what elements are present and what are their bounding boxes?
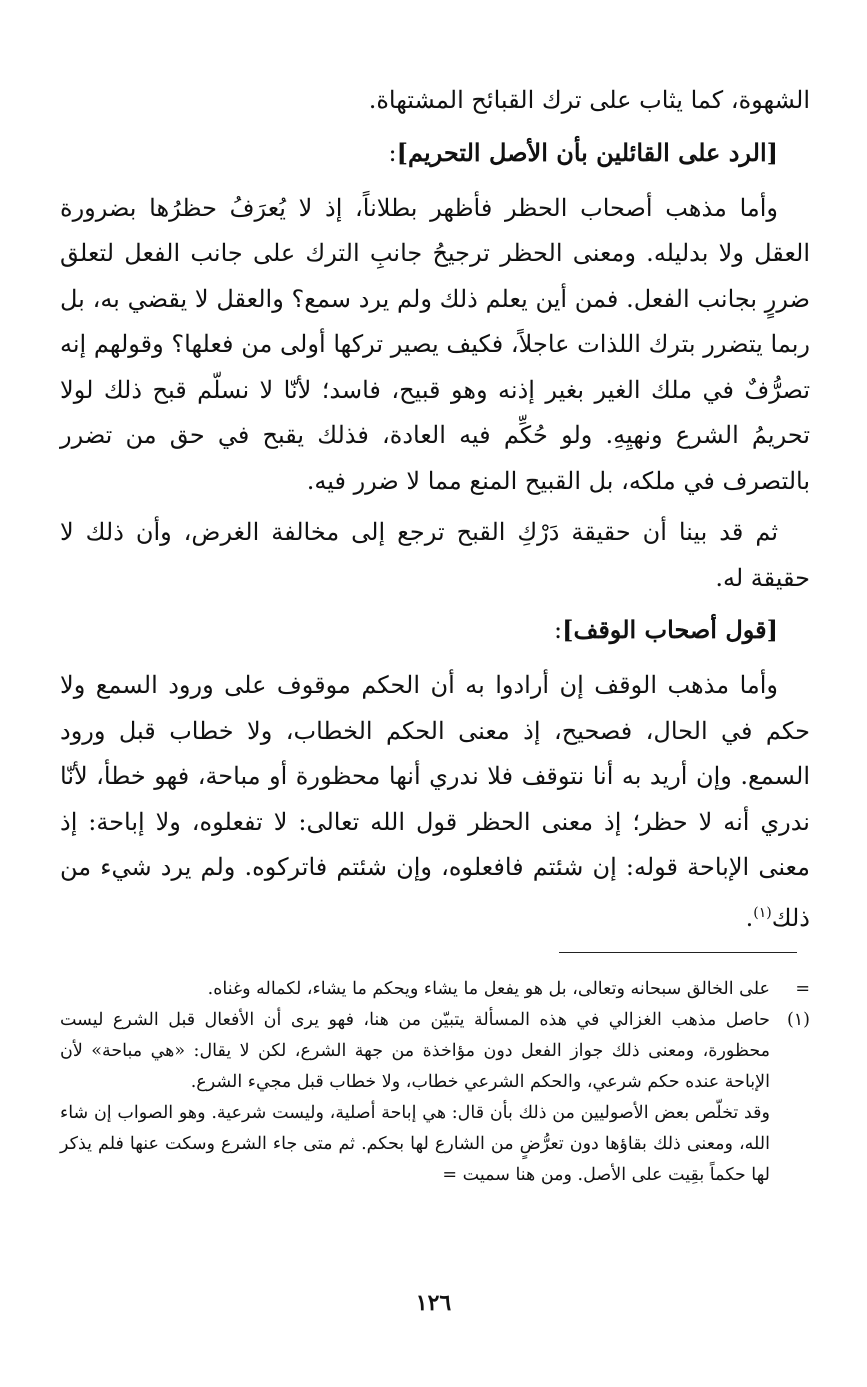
footnote-1-continued: وقد تخلّص بعض الأصوليين من ذلك بأن قال: هي إباحة أصلية، وليست شرعية. وهو الصواب إن شاء الله، ومعنى ذلك بقاؤها دون تعرُّضٍ من الشارع لها بحكم. ثم متى جاء الشرع وسكت عنها فلم يذكر لها حكماً بقِيت على الأصل. ومن هنا سميت = xyxy=(60,1103,770,1185)
paragraph-ugliness: ثم قد بينا أن حقيقة دَرْكِ القبح ترجع إلى مخالفة الغرض، وأن ذلك لا حقيقة له. xyxy=(60,518,810,592)
heading-text: [الرد على القائلين بأن الأصل التحريم] xyxy=(396,137,778,167)
section-heading-prohibition xyxy=(60,130,810,176)
footnote-text: على الخالق سبحانه وتعالى، بل هو يفعل ما يشاء ويحكم ما يشاء، لكماله وغناه. xyxy=(207,979,770,999)
footnote-continuation-mark: = xyxy=(795,979,810,999)
paragraph-prohibition: وأما مذهب أصحاب الحظر فأظهر بطلاناً، إذ لا يُعرَفُ حظرُها بضرورة العقل ولا بدليله. ومعنى الحظر ترجيحُ جانبِ الترك على جانب الفعل لتعلق ضررٍ بجانب الفعل. فمن أين يعلم ذلك ولم يرد سمع؟ والعقل لا يقضي به، بل ربما يتضرر بترك اللذات عاجلاً، فكيف يصير تركها أولى من فعلها؟ وقولهم إنه تصرُّفٌ في ملك الغير بغير إذنه وهو قبيح، فاسد؛ لأنّا لا نسلّم قبح ذلك لولا تحريمُ الشرع ونهيِهِ. ولو حُكِّم فيه العادة، فذلك يقبح في حق من تضرر بالتصرف في ملكه، بل القبيح المنع مما لا ضرر فيه. xyxy=(60,193,810,495)
footnotes xyxy=(60,974,810,1191)
paragraph-text: وأما مذهب الوقف إن أرادوا به أن الحكم موقوف على ورود السمع ولا حكم في الحال، فصحيح، إذ معنى الحكم الخطاب، ولا خطاب قبل ورود السمع. وإن أريد به أنا نتوقف فلا ندري أنها محظورة أو مباحة، فهو خطأ، لأنّا ندري أنه لا حظر؛ إذ معنى الحظر قول الله تعالى: لا تفعلوه، ولا إباحة: إذ معنى الإباحة قوله: إن شئتم فافعلوه، وإن شئتم فاتركوه. ولم يرد شيء من ذلك xyxy=(60,671,811,932)
page-number: ١٢٦ xyxy=(415,1290,452,1316)
paragraph-end: . xyxy=(745,903,754,932)
main-text xyxy=(60,78,810,941)
footnote-ref: (١) xyxy=(753,904,772,921)
heading-colon: : xyxy=(388,138,397,167)
footnote-text: حاصل مذهب الغزالي في هذه المسألة يتبيّن من هنا، فهو يرى أن الأفعال قبل الشرع ليست محظورة، ومعنى ذلك جواز الفعل دون مؤاخذة من جهة الشرع، لكن لا يقال: «هي مباحة» لأن الإباحة عنده حكم شرعي، والحكم الشرعي خطاب، ولا خطاب قبل مجيء الشرع. xyxy=(60,1010,770,1092)
section-heading-suspension xyxy=(60,607,810,653)
paragraph-suspension xyxy=(60,663,810,941)
footnote-number: (١) xyxy=(786,1010,810,1030)
heading-text: [قول أصحاب الوقف] xyxy=(562,615,778,644)
paragraph-continuation: الشهوة، كما يثاب على ترك القبائح المشتهاة. xyxy=(368,86,810,114)
footnote-separator xyxy=(559,952,797,953)
footnote-1 xyxy=(60,1005,810,1098)
heading-colon: : xyxy=(554,616,563,644)
footnote-continued xyxy=(60,974,810,1005)
